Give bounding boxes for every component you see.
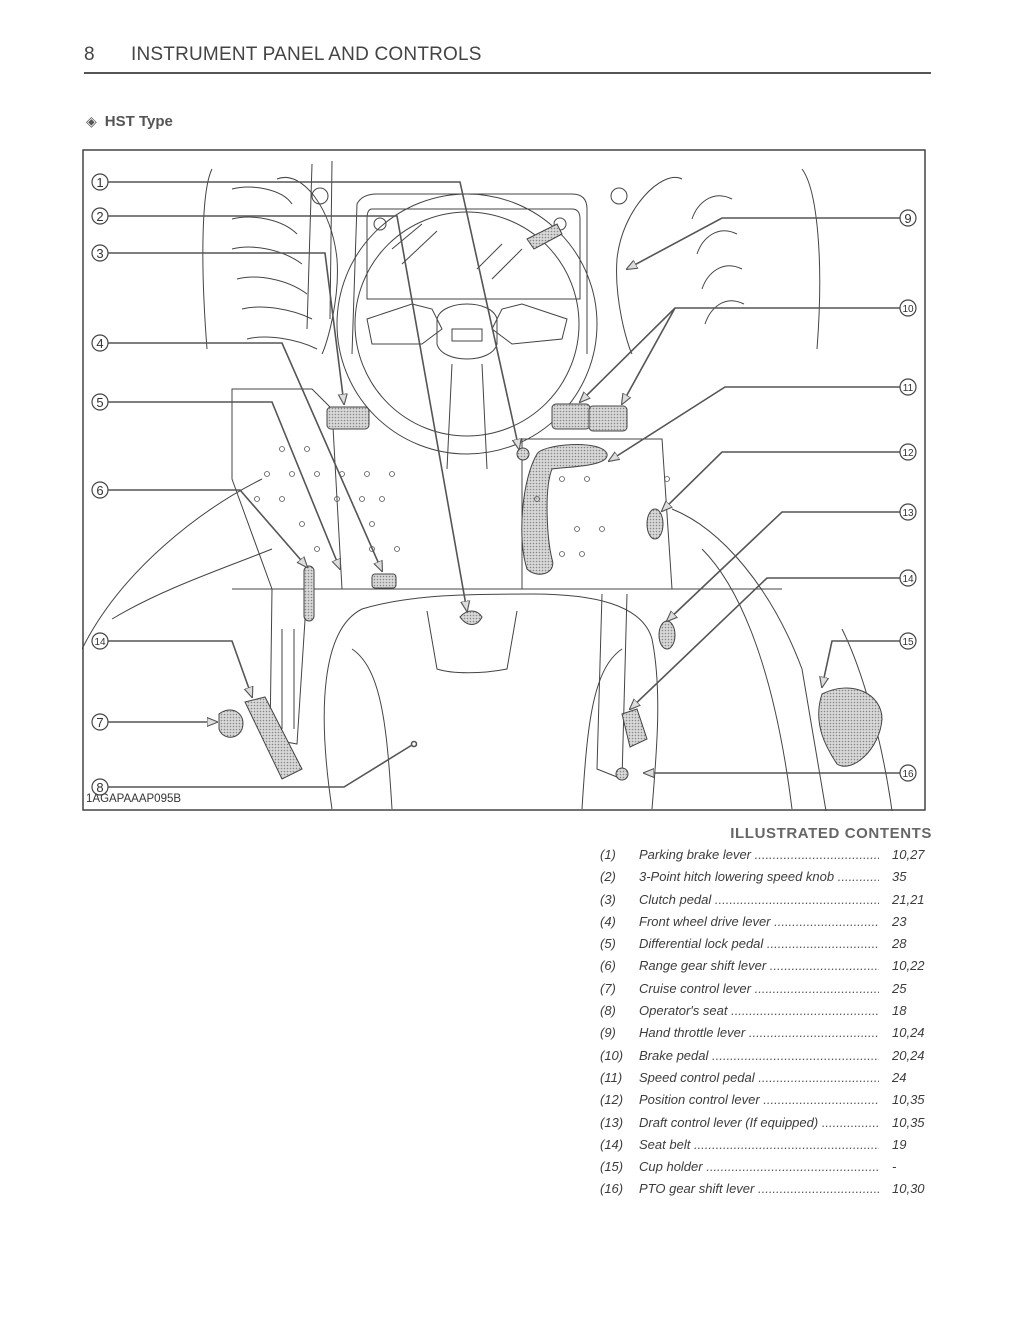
- range-gear-lever-shape: [304, 566, 314, 621]
- item-pages: 21,21: [892, 891, 925, 907]
- section-heading: [86, 113, 173, 130]
- contents-row: [600, 1112, 932, 1134]
- figure-frame: [83, 150, 925, 810]
- header-divider: [84, 72, 931, 74]
- position-control-lever-shape: [647, 509, 663, 539]
- item-pages: 19: [892, 1136, 907, 1152]
- item-number: (4): [600, 913, 616, 929]
- contents-row: [600, 1134, 932, 1156]
- page-header: [84, 44, 930, 74]
- item-label: Draft control lever (If equipped) .....: [639, 1115, 879, 1130]
- section-title: HST Type: [104, 113, 173, 130]
- item-label: Seat belt .....: [639, 1137, 879, 1152]
- item-number: (10): [600, 1047, 624, 1063]
- item-number: (7): [600, 980, 616, 996]
- item-label: Cup holder .....: [639, 1159, 879, 1174]
- contents-row: [600, 978, 932, 1000]
- item-label: PTO gear shift lever .....: [639, 1181, 879, 1196]
- item-number: (6): [600, 958, 616, 974]
- diagram-illustration: [82, 149, 926, 811]
- item-pages: -: [892, 1159, 897, 1175]
- contents-row: [600, 933, 932, 955]
- clutch-pedal-shape: [327, 407, 369, 429]
- item-number: (3): [600, 891, 616, 907]
- item-number: (5): [600, 936, 616, 952]
- contents-row: [600, 1022, 932, 1044]
- figure-code: 1AGAPAAAP095B: [86, 793, 182, 805]
- item-number: (12): [600, 1092, 624, 1108]
- item-label: Operator's seat .....: [639, 1003, 879, 1018]
- diamond-bullet-icon: ◈: [86, 113, 97, 129]
- item-number: (1): [600, 847, 616, 862]
- callout-label: 12: [902, 448, 914, 459]
- contents-row: [600, 955, 932, 977]
- item-number: (13): [600, 1114, 624, 1130]
- contents-row: [600, 1178, 932, 1200]
- parking-brake-knob-shape: [517, 448, 529, 460]
- chapter-title: INSTRUMENT PANEL AND CONTROLS: [131, 44, 482, 65]
- contents-row: [600, 1089, 932, 1111]
- callout-label: 3: [96, 246, 104, 261]
- instrument-panel-diagram: [82, 149, 926, 811]
- item-label: Hand throttle lever .....: [639, 1025, 879, 1040]
- contents-row: [600, 1156, 932, 1178]
- contents-row: [600, 866, 932, 888]
- callout-label: 13: [902, 508, 914, 519]
- item-pages: 10,22: [892, 958, 925, 974]
- item-number: (2): [600, 869, 616, 885]
- item-number: (14): [600, 1136, 624, 1152]
- item-pages: 24: [892, 1069, 907, 1085]
- callout-label: 10: [902, 304, 914, 315]
- illustrated-contents: [600, 825, 932, 1201]
- item-label: Speed control pedal .....: [639, 1070, 879, 1085]
- contents-row: [600, 1000, 932, 1022]
- item-pages: 35: [892, 869, 907, 885]
- callout-label: 8: [96, 780, 104, 795]
- item-pages: 28: [892, 936, 907, 952]
- item-number: (9): [600, 1025, 616, 1041]
- item-label: Position control lever .....: [639, 1092, 879, 1107]
- item-pages: 23: [892, 913, 907, 929]
- item-pages: 10,30: [892, 1181, 925, 1197]
- item-number: (8): [600, 1003, 616, 1019]
- item-label: Front wheel drive lever .....: [639, 914, 879, 929]
- callout-label: 14: [902, 574, 914, 585]
- item-pages: 25: [892, 980, 907, 996]
- item-label: Brake pedal .....: [639, 1048, 879, 1063]
- item-pages: 10,27: [892, 847, 925, 862]
- item-pages: 10,24: [892, 1025, 925, 1041]
- callout-label: 6: [96, 483, 104, 498]
- contents-row: [600, 911, 932, 933]
- item-label: Differential lock pedal .....: [639, 936, 879, 951]
- item-pages: 20,24: [892, 1047, 925, 1063]
- callout-label: 15: [902, 637, 914, 648]
- item-label: Cruise control lever .....: [639, 981, 879, 996]
- callout-label: 4: [96, 336, 104, 351]
- item-number: (16): [600, 1181, 624, 1197]
- item-pages: 10,35: [892, 1114, 925, 1130]
- pto-lever-knob-shape: [616, 768, 628, 780]
- cruise-control-lever-shape: [219, 710, 243, 737]
- contents-row: [600, 1045, 932, 1067]
- item-label: 3-Point hitch lowering speed knob .....: [639, 869, 879, 884]
- page-number: 8: [84, 44, 95, 65]
- callout-label: 11: [902, 383, 914, 394]
- item-label: Range gear shift lever .....: [639, 958, 879, 973]
- callout-label: 16: [902, 769, 914, 780]
- callout-label: 2: [96, 209, 104, 224]
- callout-label: 9: [904, 211, 912, 226]
- item-label: Clutch pedal .....: [639, 892, 879, 907]
- contents-row: [600, 889, 932, 911]
- callout-label: 14: [94, 637, 106, 648]
- callout-label: 5: [96, 395, 104, 410]
- front-wheel-drive-lever-shape: [372, 574, 396, 588]
- contents-row: [600, 844, 932, 866]
- brake-pedal-left-shape: [552, 404, 590, 429]
- item-pages: 10,35: [892, 1092, 925, 1108]
- callout-label: 1: [96, 175, 104, 190]
- item-number: (11): [600, 1069, 623, 1085]
- callout-label: 7: [96, 715, 104, 730]
- item-label: Parking brake lever .....: [639, 847, 879, 862]
- brake-pedal-right-shape: [589, 406, 627, 431]
- item-pages: 18: [892, 1003, 907, 1019]
- item-number: (15): [600, 1159, 624, 1175]
- contents-row: [600, 1067, 932, 1089]
- contents-title: ILLUSTRATED CONTENTS: [730, 825, 932, 842]
- draft-control-lever-shape: [659, 621, 675, 649]
